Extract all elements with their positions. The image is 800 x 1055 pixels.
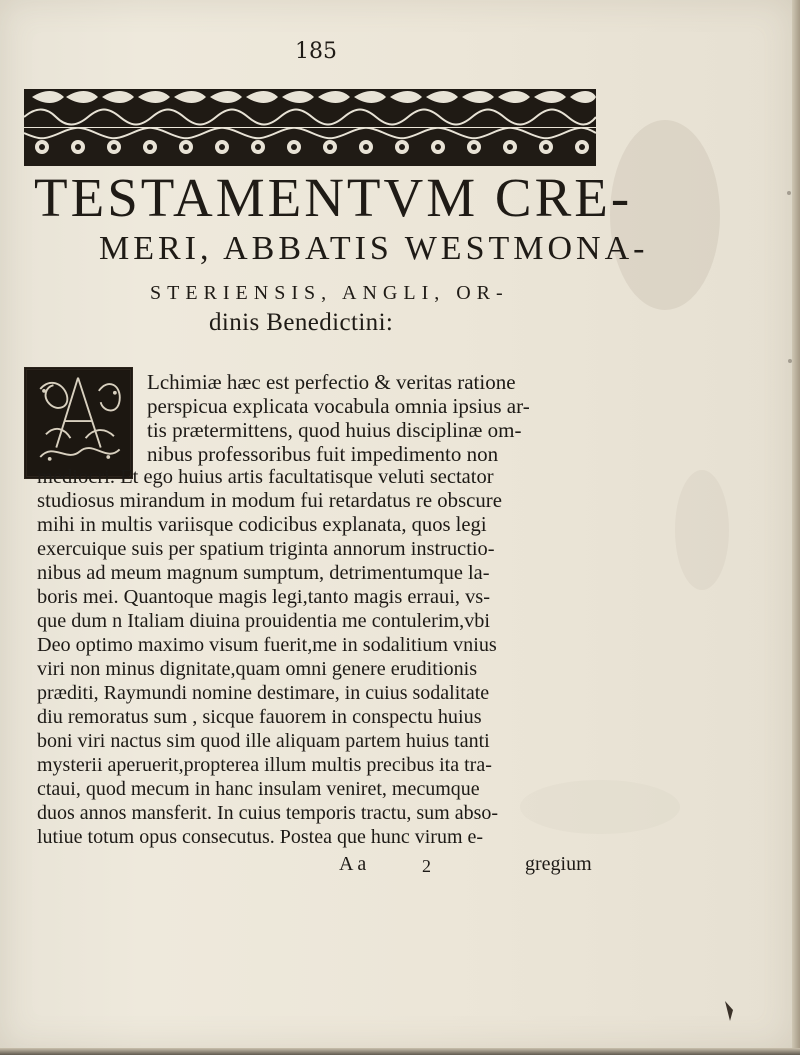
body-line-15: diu remoratus sum , sicque fauorem in conspectu huius (37, 706, 482, 728)
title-line-4: dinis Benedictini: (209, 309, 394, 336)
catchword: gregium (525, 853, 592, 875)
body-line-6: studiosus mirandum in modum fui retardatus re obscure (37, 489, 502, 512)
body-line-1: Lchimiæ hæc est perfectio & veritas ratione (147, 370, 516, 394)
body-line-3: tis prætermittens, quod huius disciplinæ om- (147, 418, 522, 442)
signature-number: 2 (422, 856, 431, 876)
title-line-2: MERI, ABBATIS WESTMONA- (99, 230, 649, 267)
decorated-initial (24, 367, 133, 479)
ornament-border-bottom (24, 128, 596, 166)
paper-stain (520, 780, 680, 834)
margin-mark (722, 1000, 736, 1026)
ornament-border-top (24, 89, 596, 127)
body-line-8: exercuique suis per spatium triginta annorum instructio- (37, 538, 495, 560)
body-line-9: nibus ad meum magnum sumptum, detrimentumque la- (37, 562, 490, 584)
ornament-band-icon (24, 128, 596, 166)
body-line-14: præditi, Raymundi nomine destimare, in cuius sodalitate (37, 682, 490, 704)
margin-speck (785, 184, 792, 202)
title-line-1: TESTAMENTVM CRE- (34, 167, 633, 228)
body-line-17: mysterii aperuerit,propterea illum multis precibus ita tra- (37, 754, 492, 776)
body-line-11: que dum n Italiam diuina prouidentia me contulerim,vbi (37, 610, 490, 632)
body-line-7: mihi in multis variisque codicibus explanata, quos legi (37, 514, 487, 536)
body-line-10: boris mei. Quantoque magis legi,tanto magis erraui, vs- (37, 586, 491, 608)
paper-stain (675, 470, 729, 590)
body-line-19: duos annos mansferit. In cuius temporis tractu, sum abso- (37, 802, 499, 824)
body-line-13: viri non minus dignitate,quam omni genere eruditionis (37, 658, 478, 680)
decorated-initial-icon (27, 370, 130, 476)
body-line-2: perspicua explicata vocabula omnia ipsius ar- (147, 394, 530, 418)
body-line-18: ctaui, quod mecum in hanc insulam veniret, mecumque (37, 778, 480, 800)
body-line-12: Deo optimo maximo visum fuerit,me in sodalitium vnius (37, 634, 497, 656)
page-number: 185 (295, 39, 337, 64)
ornament-band-icon (24, 89, 596, 127)
body-line-5: mediocri. Et ego huius artis facultatisque veluti sectator (37, 466, 494, 488)
signature-mark: A a (339, 853, 367, 875)
page-edge-right (792, 0, 800, 1055)
title-line-3: STERIENSIS, ANGLI, OR- (150, 282, 509, 304)
body-line-4: nibus professoribus fuit impedimento non (147, 442, 499, 466)
body-line-16: boni viri nactus sim quod ille aliquam partem huius tanti (37, 730, 490, 752)
body-line-20: lutiue totum opus consecutus. Postea que hunc virum e- (37, 826, 484, 848)
page-edge-bottom (0, 1048, 800, 1055)
